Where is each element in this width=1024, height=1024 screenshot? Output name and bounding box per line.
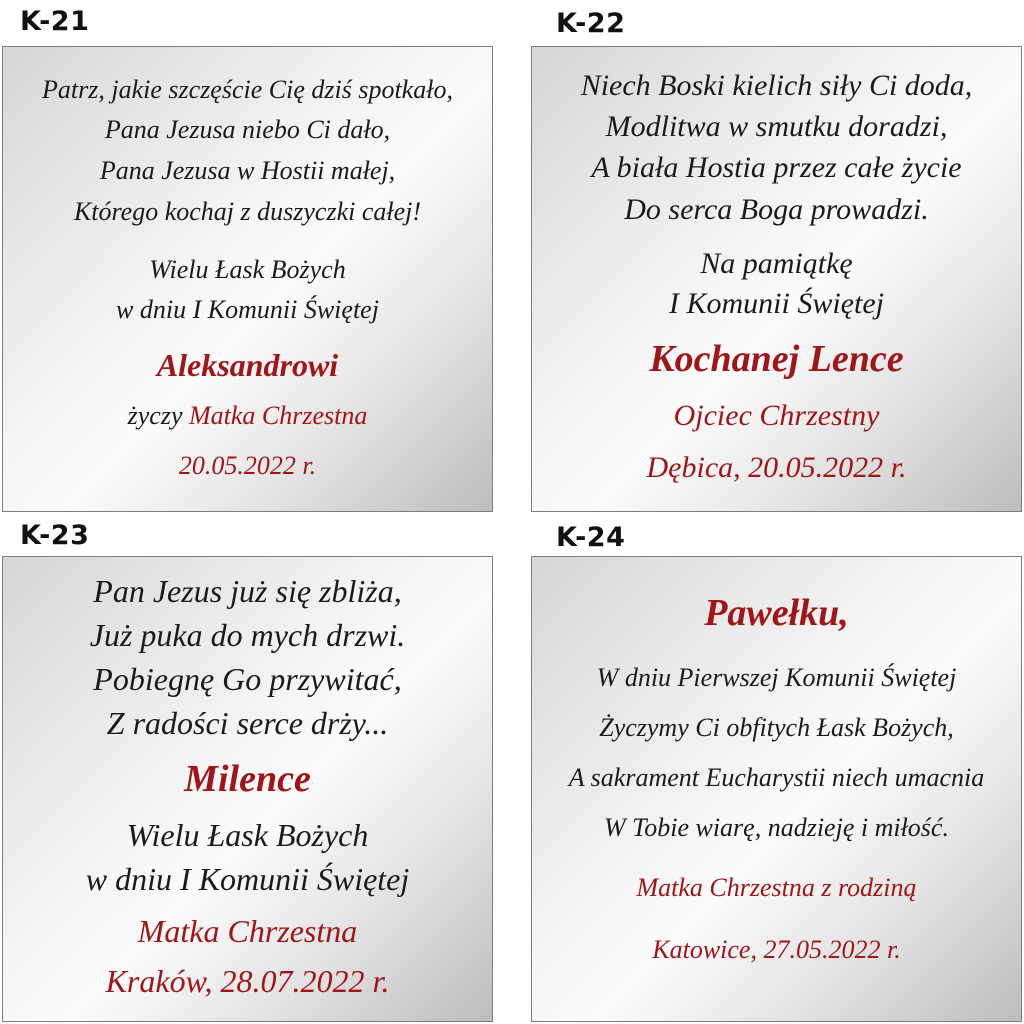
poem-line: Pan Jezus już się zbliża, — [93, 573, 402, 609]
poem-line: Życzymy Ci obfitych Łask Bożych, — [599, 713, 954, 742]
card-code-k23: K-23 — [20, 520, 90, 551]
greeting-line: I Komunii Świętej — [669, 287, 884, 320]
sender-name: Ojciec Chrzestny — [673, 399, 880, 432]
date-line: Kraków, 28.07.2022 r. — [105, 963, 390, 999]
poem-line: W dniu Pierwszej Komunii Świętej — [596, 663, 957, 692]
card-code-k21: K-21 — [20, 6, 90, 37]
poem-line: Pana Jezusa niebo Ci dało, — [104, 115, 391, 144]
sender-line — [3, 401, 492, 431]
recipient-name: Kochanej Lence — [649, 338, 904, 380]
poem-line: Modlitwa w smutku doradzi, — [605, 110, 948, 143]
poem-line: A biała Hostia przez całe życie — [591, 151, 962, 184]
greeting-line: w dniu I Komunii Świętej — [116, 295, 379, 324]
engraved-plate-k21 — [2, 46, 493, 512]
poem-line: Już puka do mych drzwi. — [89, 617, 406, 653]
greeting-line: Na pamiątkę — [700, 247, 853, 280]
engraved-plate-k23 — [2, 556, 493, 1022]
recipient-name: Pawełku, — [704, 592, 849, 634]
greeting-line: w dniu I Komunii Świętej — [85, 861, 410, 897]
date-line: 20.05.2022 r. — [178, 451, 317, 480]
poem-line: Niech Boski kielich siły Ci doda, — [580, 69, 973, 102]
engraved-plate-k22 — [531, 46, 1022, 512]
poem-line: Pana Jezusa w Hostii małej, — [99, 156, 396, 185]
poem-line: Którego kochaj z duszyczki całej! — [73, 197, 422, 226]
greeting-line: Wielu Łask Bożych — [149, 255, 346, 284]
poem-line: A sakrament Eucharystii niech umacnia — [568, 763, 985, 792]
sender-name: Matka Chrzestna — [137, 913, 358, 949]
sender-name: Matka Chrzestna z rodziną — [636, 873, 917, 902]
date-line: Dębica, 20.05.2022 r. — [646, 451, 907, 484]
card-code-k22: K-22 — [556, 8, 626, 39]
recipient-name: Aleksandrowi — [156, 347, 339, 383]
date-line: Katowice, 27.05.2022 r. — [652, 935, 901, 964]
wish-prefix: życzy — [127, 401, 183, 430]
poem-line: Do serca Boga prowadzi. — [624, 193, 929, 226]
greeting-line: Wielu Łask Bożych — [126, 817, 369, 853]
poem-line: Pobiegnę Go przywitać, — [93, 661, 402, 697]
card-code-k24: K-24 — [556, 522, 626, 553]
engraved-plate-k24 — [531, 556, 1022, 1022]
poem-line: W Tobie wiarę, nadzieję i miłość. — [604, 813, 949, 842]
poem-line: Z radości serce drży... — [106, 705, 389, 741]
poem-line: Patrz, jakie szczęście Cię dziś spotkało, — [42, 75, 453, 104]
sender-name: Matka Chrzestna — [188, 401, 368, 430]
recipient-name: Milence — [184, 758, 311, 800]
